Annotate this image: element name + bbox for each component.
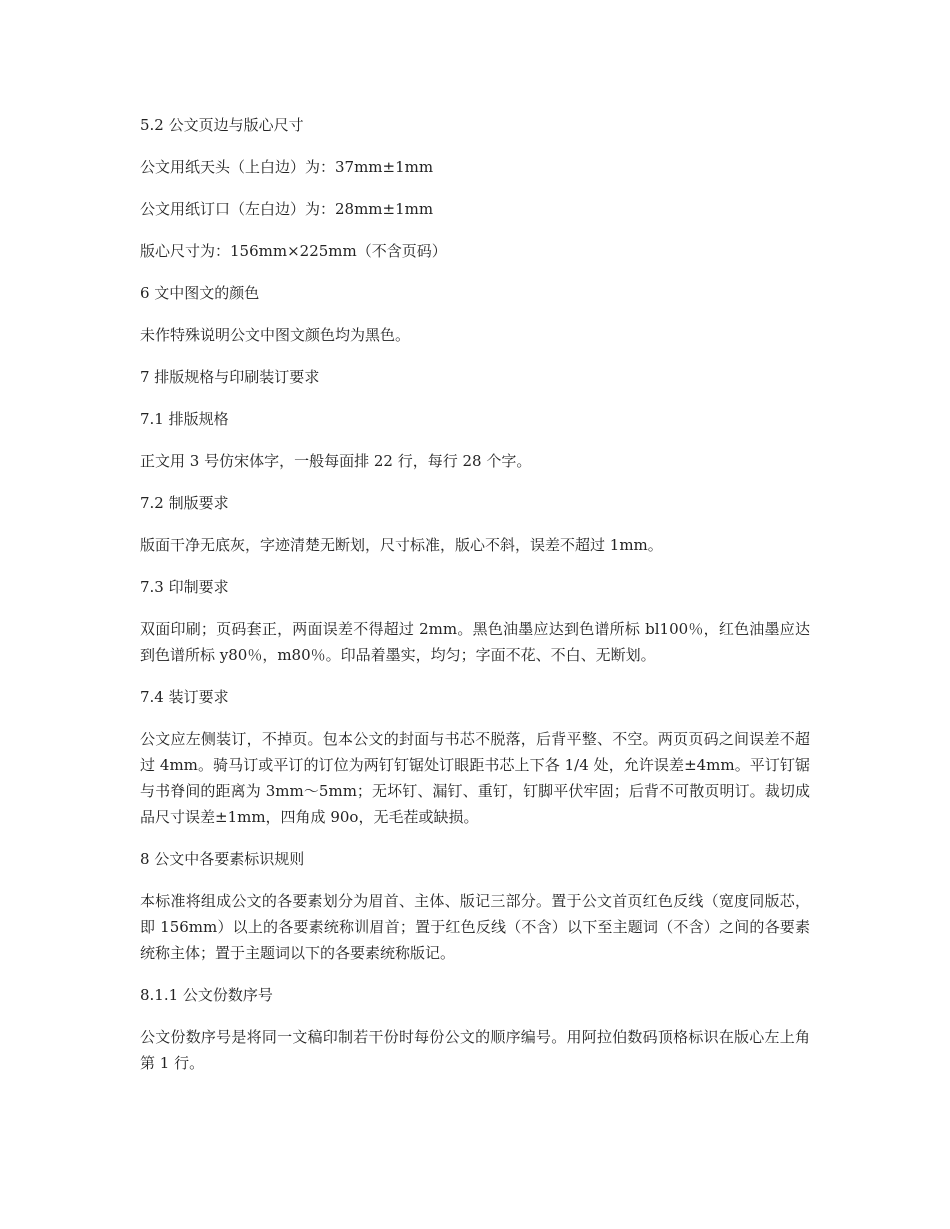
paragraph-colors: 未作特殊说明公文中图文颜色均为黑色。 (140, 326, 411, 344)
paragraph-left-margin: 公文用纸订口（左白边）为：28mm±1mm (140, 200, 434, 218)
section-heading-7-3: 7.3 印制要求 (140, 578, 229, 596)
paragraph-type-area: 版心尺寸为：156mm×225mm（不含页码） (140, 242, 447, 260)
section-heading-7-4: 7.4 装订要求 (140, 688, 229, 706)
section-heading-7-2: 7.2 制版要求 (140, 494, 229, 512)
section-heading-6: 6 文中图文的颜色 (140, 284, 260, 302)
paragraph-binding-requirements: 公文应左侧装订，不掉页。包本公文的封面与书芯不脱落，后背平整、不空。两页页码之间误差不超过 4mm。骑马订或平订的订位为两钉钉锯处订眼距书芯上下各 1/4 处，允许误差±4mm。平订钉锯与书脊间的距离为 3mm～5mm；无坏钉、漏钉、重钉，钉脚平伏牢固；后背不可散页明订。裁切成品尺寸误差±1mm，四角成 90o，无毛茬或缺损。 (140, 730, 810, 826)
section-heading-7: 7 排版规格与印刷装订要求 (140, 368, 320, 386)
paragraph-top-margin: 公文用纸天头（上白边）为：37mm±1mm (140, 158, 434, 176)
section-heading-7-1: 7.1 排版规格 (140, 410, 229, 428)
section-heading-5-2: 5.2 公文页边与版心尺寸 (140, 116, 304, 134)
paragraph-copy-number: 公文份数序号是将同一文稿印制若干份时每份公文的顺序编号。用阿拉伯数码顶格标识在版心左上角第 1 行。 (140, 1028, 810, 1072)
paragraph-plate-requirements: 版面干净无底灰，字迹清楚无断划，尺寸标准，版心不斜，误差不超过 1mm。 (140, 536, 663, 554)
section-heading-8-1-1: 8.1.1 公文份数序号 (140, 986, 273, 1004)
paragraph-element-rules: 本标准将组成公文的各要素划分为眉首、主体、版记三部分。置于公文首页红色反线（宽度同版芯，即 156mm）以上的各要素统称训眉首；置于红色反线（不含）以下至主题词（不含）之间的各要素统称主体；置于主题词以下的各要素统称版记。 (140, 892, 810, 962)
paragraph-printing-requirements: 双面印刷；页码套正，两面误差不得超过 2mm。黑色油墨应达到色谱所标 bl100％，红色油墨应达到色谱所标 y80％，m80％。印品着墨实，均匀；字面不花、不白、无断划。 (140, 620, 810, 664)
document-page (140, 112, 810, 1092)
paragraph-layout-spec: 正文用 3 号仿宋体字，一般每面排 22 行，每行 28 个字。 (140, 452, 532, 470)
section-heading-8: 8 公文中各要素标识规则 (140, 850, 305, 868)
